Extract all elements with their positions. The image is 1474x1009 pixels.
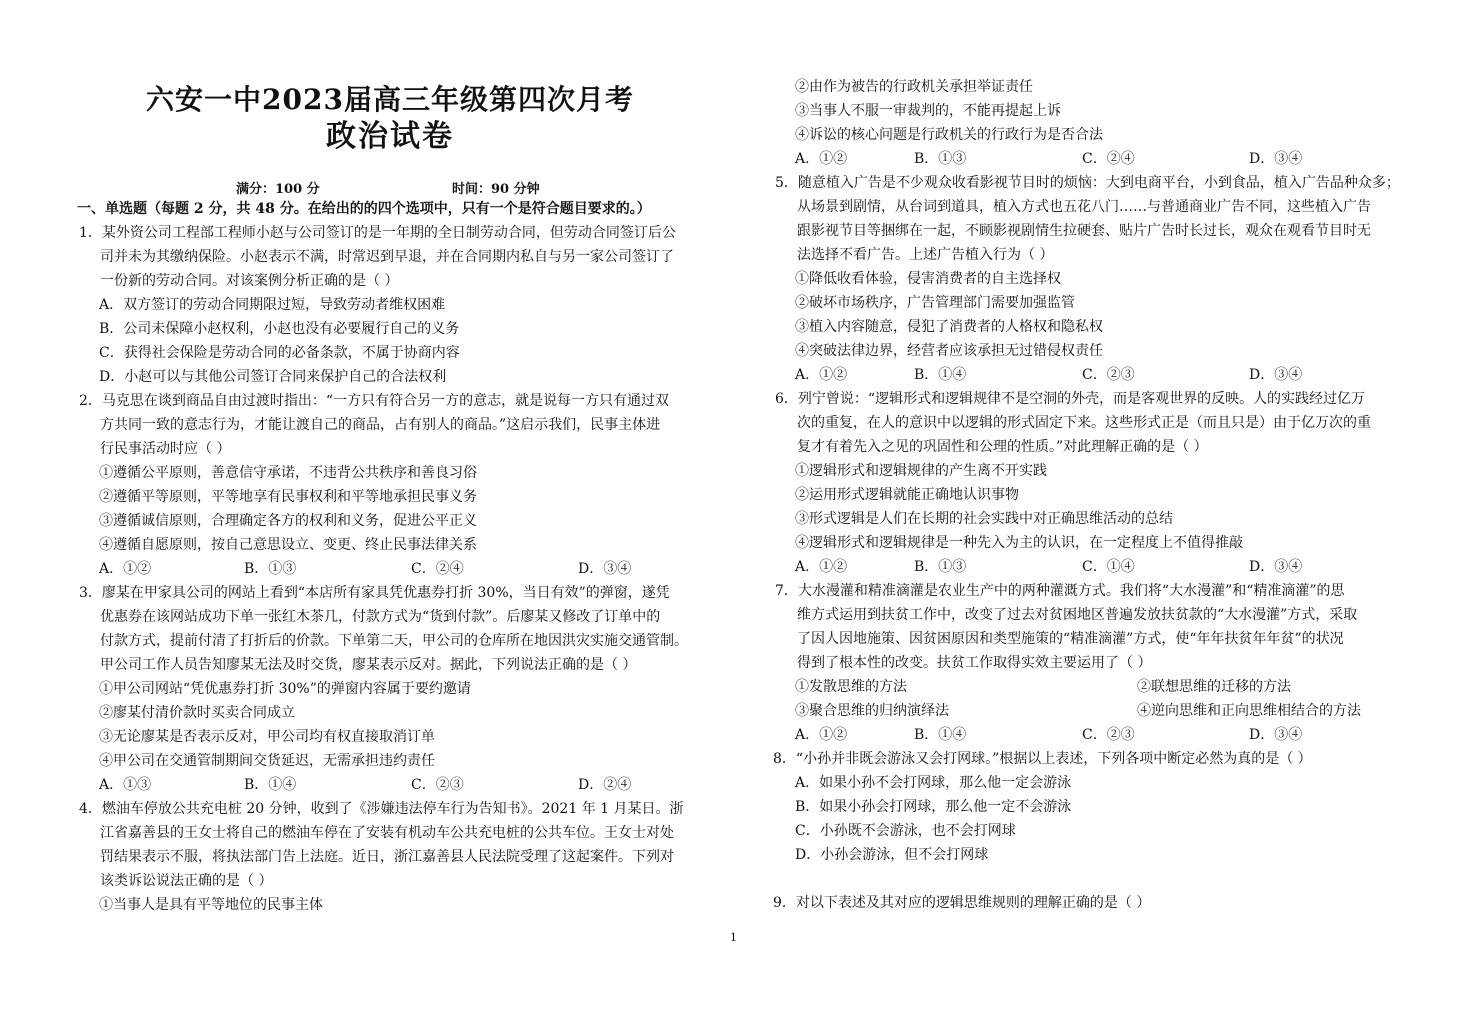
q3-line-1: 3．廖某在甲家具公司的网站上看到“本店所有家具凭优惠券打折 30%，当日有效”的弹窗，遂凭 <box>79 585 670 601</box>
q1-option-b: B．公司未保障小赵权利，小赵也没有必要履行自己的义务 <box>99 321 460 337</box>
q3-statement-1: ①甲公司网站“凭优惠券打折 30%”的弹窗内容属于要约邀请 <box>99 681 471 697</box>
q6-option-a: A．①② <box>795 559 848 575</box>
q7-line-4: 得到了根本性的改变。扶贫工作取得实效主要运用了（ ） <box>797 655 1152 671</box>
q8-option-b: B．如果小孙会打网球，那么他一定不会游泳 <box>795 799 1072 815</box>
q3-option-b: B．①④ <box>244 777 297 793</box>
q8-option-d: D．小孙会游泳，但不会打网球 <box>795 847 989 863</box>
q5-line-2: 从场景到剧情，从台词到道具，植入方式也五花八门……与普通商业广告不同，这些植入广告 <box>797 199 1371 215</box>
q5-line-4: 法选择不看广告。上述广告植入行为（ ） <box>797 247 1054 263</box>
q1-line-3: 一份新的劳动合同。对该案例分析正确的是（ ） <box>100 273 399 289</box>
q1-option-a: A．双方签订的劳动合同期限过短，导致劳动者维权困难 <box>99 297 446 313</box>
q4-statement-3: ③当事人不服一审裁判的，不能再提起上诉 <box>795 103 1061 119</box>
q2-option-b: B．①③ <box>244 561 297 577</box>
exam-subject-title: 政治试卷 <box>326 119 454 154</box>
q4-line-4: 该类诉讼说法正确的是（ ） <box>100 873 273 889</box>
q2-option-a: A．①② <box>99 561 152 577</box>
q4-option-c: C．②④ <box>1082 151 1135 167</box>
q9-line-1: 9．对以下表述及其对应的逻辑思维规则的理解正确的是（ ） <box>773 895 1151 911</box>
q3-option-d: D．②④ <box>578 777 632 793</box>
q1-option-c: C．获得社会保险是劳动合同的必备条款，不属于协商内容 <box>99 345 460 361</box>
q5-statement-1: ①降低收看体验，侵害消费者的自主选择权 <box>795 271 1061 287</box>
q4-option-a: A．①② <box>795 151 848 167</box>
q2-statement-4: ④遵循自愿原则，按自己意思设立、变更、终止民事法律关系 <box>99 537 477 553</box>
q2-statement-3: ③遵循诚信原则，合理确定各方的权利和义务，促进公平正义 <box>99 513 477 529</box>
q6-statement-2: ②运用形式逻辑就能正确地认识事物 <box>795 487 1019 503</box>
q2-option-d: D．③④ <box>578 561 632 577</box>
q6-line-1: 6．列宁曾说：“逻辑形式和逻辑规律不是空洞的外壳，而是客观世界的反映。人的实践经过亿万 <box>775 391 1366 407</box>
q8-line-1: 8．“小孙并非既会游泳又会打网球。”根据以上表述，下列各项中断定必然为真的是（ ） <box>773 751 1312 767</box>
q2-line-2: 方共同一致的意志行为，才能让渡自己的商品，占有别人的商品。”这启示我们，民事主体进 <box>100 417 661 433</box>
q6-option-d: D．③④ <box>1249 559 1303 575</box>
q6-line-2: 次的重复，在人的意识中以逻辑的形式固定下来。这些形式正是（而且只是）由于亿万次的重 <box>797 415 1371 431</box>
q3-line-2: 优惠券在该网站成功下单一张红木茶几，付款方式为“货到付款”。后廖某又修改了订单中的 <box>100 609 661 625</box>
q5-option-b: B．①④ <box>914 367 967 383</box>
q7-statement-2: ②联想思维的迁移的方法 <box>1137 679 1291 695</box>
q5-statement-2: ②破坏市场秩序，广告管理部门需要加强监管 <box>795 295 1075 311</box>
q3-option-a: A．①③ <box>99 777 152 793</box>
q4-line-1: 4．燃油车停放公共充电桩 20 分钟，收到了《涉嫌违法停车行为告知书》。2021 年 1 月某日。浙 <box>79 801 684 817</box>
q1-line-2: 司并未为其缴纳保险。小赵表示不满，时常迟到早退，并在合同期内私自与另一家公司签订了 <box>100 249 674 265</box>
q6-statement-4: ④逻辑形式和逻辑规律是一种先入为主的认识，在一定程度上不值得推敲 <box>795 535 1243 551</box>
q6-option-b: B．①③ <box>914 559 967 575</box>
q7-statement-4: ④逆向思维和正向思维相结合的方法 <box>1137 703 1361 719</box>
q6-option-c: C．①④ <box>1082 559 1135 575</box>
q3-statement-2: ②廖某付清价款时买卖合同成立 <box>99 705 295 721</box>
section-heading: 一、单选题（每题 2 分，共 48 分。在给出的的四个选项中，只有一个是符合题目要求的。） <box>77 201 651 217</box>
q8-option-c: C．小孙既不会游泳，也不会打网球 <box>795 823 1016 839</box>
full-score: 满分：100 分 <box>236 182 320 197</box>
q1-option-d: D．小赵可以与其他公司签订合同来保护自己的合法权利 <box>99 369 447 385</box>
q4-statement-2: ②由作为被告的行政机关承担举证责任 <box>795 79 1033 95</box>
q3-option-c: C．②③ <box>411 777 464 793</box>
q8-option-a: A．如果小孙不会打网球，那么他一定会游泳 <box>795 775 1072 791</box>
q2-statement-1: ①遵循公平原则，善意信守承诺，不违背公共秩序和善良习俗 <box>99 465 477 481</box>
q3-line-3: 付款方式，提前付清了打折后的价款。下单第二天，甲公司的仓库所在地因洪灾实施交通管制。 <box>100 633 688 649</box>
q1-line-1: 1．某外资公司工程部工程师小赵与公司签订的是一年期的全日制劳动合同，但劳动合同签订后公 <box>79 225 676 241</box>
q3-statement-3: ③无论廖某是否表示反对，甲公司均有权直接取消订单 <box>99 729 435 745</box>
q6-line-3: 复才有着先入之见的巩固性和公理的性质。”对此理解正确的是（ ） <box>797 439 1208 455</box>
q5-line-1: 5．随意植入广告是不少观众收看影视节目时的烦恼：大到电商平台，小到食品，植入广告品种众多； <box>775 175 1400 191</box>
q7-option-c: C．②③ <box>1082 727 1135 743</box>
q4-option-b: B．①③ <box>914 151 967 167</box>
q3-statement-4: ④甲公司在交通管制期间交货延迟，无需承担违约责任 <box>99 753 435 769</box>
q7-line-3: 了因人因地施策、因贫困原因和类型施策的“精准滴灌”方式，使“年年扶贫年年贫”的状况 <box>797 631 1344 647</box>
page-number: 1 <box>730 931 737 944</box>
q7-line-1: 7．大水漫灌和精准滴灌是农业生产中的两种灌溉方式。我们将“大水漫灌”和“精准滴灌”的思 <box>775 583 1345 599</box>
q6-statement-1: ①逻辑形式和逻辑规律的产生离不开实践 <box>795 463 1047 479</box>
q4-line-2: 江省嘉善县的王女士将自己的燃油车停在了安装有机动车公共充电桩的公共车位。王女士对处 <box>100 825 674 841</box>
q7-option-b: B．①④ <box>914 727 967 743</box>
q5-option-a: A．①② <box>795 367 848 383</box>
q7-option-a: A．①② <box>795 727 848 743</box>
q5-statement-3: ③植入内容随意，侵犯了消费者的人格权和隐私权 <box>795 319 1103 335</box>
q3-line-4: 甲公司工作人员告知廖某无法及时交货，廖某表示反对。据此，下列说法正确的是（ ） <box>100 657 637 673</box>
q2-line-1: 2．马克思在谈到商品自由过渡时指出：“一方只有符合另一方的意志，就是说每一方只有通过双 <box>79 393 670 409</box>
exam-title: 六安一中2023届高三年级第四次月考 <box>146 83 634 116</box>
q5-statement-4: ④突破法律边界，经营者应该承担无过错侵权责任 <box>795 343 1103 359</box>
q4-option-d: D．③④ <box>1249 151 1303 167</box>
exam-time: 时间：90 分钟 <box>452 182 540 197</box>
q4-line-3: 罚结果表示不服，将执法部门告上法庭。近日，浙江嘉善县人民法院受理了这起案件。下列对 <box>100 849 674 865</box>
q5-line-3: 跟影视节目等捆绑在一起，不顾影视剧情生拉硬套、贴片广告时长过长，观众在观看节目时无 <box>797 223 1371 239</box>
q4-statement-1: ①当事人是具有平等地位的民事主体 <box>99 897 323 913</box>
q6-statement-3: ③形式逻辑是人们在长期的社会实践中对正确思维活动的总结 <box>795 511 1173 527</box>
q7-option-d: D．③④ <box>1249 727 1303 743</box>
q7-line-2: 维方式运用到扶贫工作中，改变了过去对贫困地区普遍发放扶贫款的“大水漫灌”方式，采取 <box>797 607 1358 623</box>
q7-statement-3: ③聚合思维的归纳演绎法 <box>795 703 949 719</box>
q7-statement-1: ①发散思维的方法 <box>795 679 907 695</box>
q5-option-d: D．③④ <box>1249 367 1303 383</box>
q2-line-3: 行民事活动时应（ ） <box>100 441 231 457</box>
q2-statement-2: ②遵循平等原则，平等地享有民事权利和平等地承担民事义务 <box>99 489 477 505</box>
q2-option-c: C．②④ <box>411 561 464 577</box>
q5-option-c: C．②③ <box>1082 367 1135 383</box>
q4-statement-4: ④诉讼的核心问题是行政机关的行政行为是否合法 <box>795 127 1103 143</box>
